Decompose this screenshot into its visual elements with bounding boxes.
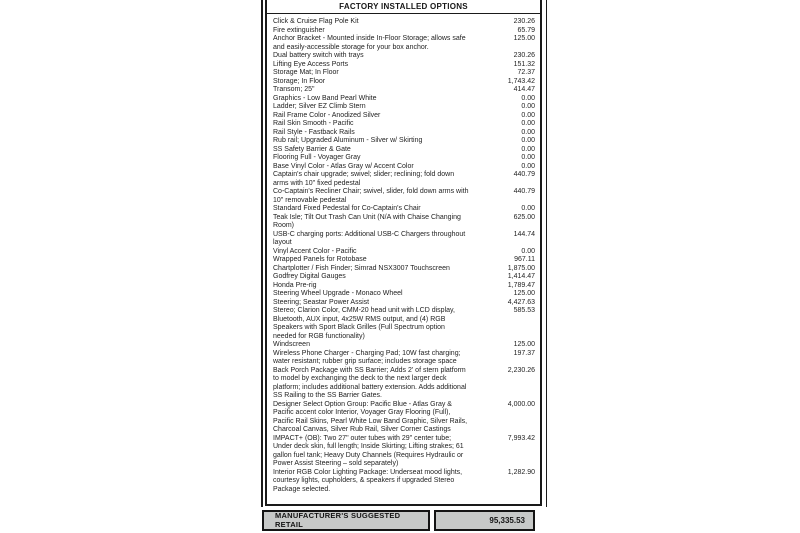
item-price: 0.00 — [521, 205, 535, 212]
item-label: Storage; In Floor — [273, 77, 326, 85]
table-row — [273, 171, 535, 188]
table-row — [273, 27, 535, 36]
table-row — [273, 137, 535, 146]
item-label: Teak Isle; Tilt Out Trash Can Unit (N/A with Chaise Changing Room) — [273, 213, 461, 229]
item-label: Honda Pre-rig — [273, 281, 317, 289]
table-row — [273, 265, 535, 274]
table-row — [273, 86, 535, 95]
table-row — [273, 350, 535, 367]
table-row — [273, 273, 535, 282]
item-price: 0.00 — [521, 247, 535, 255]
table-row — [273, 299, 535, 308]
table-row — [273, 52, 535, 61]
table-row — [273, 231, 535, 248]
item-price: 72.37 — [517, 69, 535, 76]
item-price: 0.00 — [521, 111, 535, 119]
item-price: 2,230.26 — [507, 366, 535, 374]
item-label: Vinyl Accent Color - Pacific — [273, 247, 357, 255]
item-label: Lifting Eye Access Ports — [273, 60, 349, 68]
item-label: Anchor Bracket - Mounted inside In-Floor Storage; allows safe and easily-accessible storage for your box anchor. — [273, 35, 466, 51]
table-row — [273, 129, 535, 138]
item-price: 4,427.63 — [507, 298, 535, 306]
item-label: Wireless Phone Charger - Charging Pad; 10W fast charging; water resistant; rubber grip surface; includes storage space — [273, 349, 461, 365]
item-price: 0.00 — [521, 137, 535, 144]
summary-value: 95,335.53 — [434, 510, 535, 531]
item-price: 440.79 — [513, 188, 535, 195]
item-label: Co-Captain's Recliner Chair; swivel, slider, fold down arms with 10" removable pedestal — [273, 188, 469, 204]
item-label: Wrapped Panels for Rotobase — [273, 256, 367, 263]
item-label: Back Porch Package with SS Barrier; Adds 2' of stern platform to model by exchanging the deck to the next larger deck platform; includes additional battery extension. Adds additional SS Railing to the SS Barrier Gates. — [273, 366, 467, 399]
item-price: 0.00 — [521, 145, 535, 153]
item-price: 125.00 — [513, 341, 535, 348]
item-price: 125.00 — [513, 290, 535, 297]
item-label: Base Vinyl Color - Atlas Gray w/ Accent Color — [273, 162, 414, 170]
table-row — [273, 341, 535, 350]
item-label: IMPACT+ (OB): Two 27" outer tubes with 29" center tube; Under deck skin, full length; Inside Skirting; Lifting strakes; 61 gallon fuel tank; Heavy Duty Channels (Requires Hydraulic or Power Assist Steering – sold separately) — [273, 434, 464, 467]
item-price: 7,993.42 — [507, 434, 535, 442]
item-label: Flooring Full - Voyager Gray — [273, 154, 361, 161]
table-row — [273, 435, 535, 469]
table-row — [273, 103, 535, 112]
item-label: Storage Mat; In Floor — [273, 69, 339, 76]
item-label: Graphics - Low Band Pearl White — [273, 94, 377, 102]
options-table — [265, 0, 542, 506]
item-label: Godfrey Digital Gauges — [273, 273, 346, 280]
item-label: Rail Skin Smooth - Pacific — [273, 120, 354, 127]
item-label: Rail Style - Fastback Rails — [273, 128, 355, 136]
item-price: 1,789.47 — [507, 281, 535, 289]
item-label: Stereo; Clarion Color, CMM-20 head unit with LCD display, Bluetooth, AUX input, 4x25W RMS output, and (4) RGB Speakers with Sport Black Grilles (Full Spectrum option needed for RGB functionality) — [273, 307, 455, 340]
item-price: 1,743.42 — [507, 77, 535, 85]
item-price: 1,282.90 — [507, 468, 535, 476]
item-label: Ladder; Silver EZ Climb Stern — [273, 103, 366, 110]
item-label: USB-C charging ports: Additional USB-C Chargers throughout layout — [273, 230, 466, 246]
item-price: 151.32 — [513, 60, 535, 68]
table-row — [273, 69, 535, 78]
item-label: Fire extinguisher — [273, 26, 325, 34]
item-label: Steering Wheel Upgrade - Monaco Wheel — [273, 290, 403, 297]
item-label: Designer Select Option Group: Pacific Blue - Atlas Gray & Pacific accent color Interior, Voyager Gray Flooring (Full), Pacific Rail Skins, Pearl White Low Band Graphic, Silver Rails, Charcoal Canvas, Silver Rub Rail, Silver Corner Castings — [273, 400, 468, 433]
table-row — [273, 61, 535, 70]
item-price: 0.00 — [521, 94, 535, 102]
item-price: 1,414.47 — [507, 273, 535, 280]
summary-row — [262, 510, 535, 531]
item-label: Rail Frame Color - Anodized Silver — [273, 111, 381, 119]
item-price: 440.79 — [513, 171, 535, 178]
table-title: FACTORY INSTALLED OPTIONS — [267, 0, 540, 14]
options-sheet — [261, 0, 547, 533]
table-row — [273, 78, 535, 87]
item-label: Transom; 25" — [273, 86, 315, 93]
table-row — [273, 154, 535, 163]
item-price: 0.00 — [521, 120, 535, 127]
item-label: Interior RGB Color Lighting Package: Underseat mood lights, courtesy lights, cupholders, & speakers if upgraded Stereo Package selected. — [273, 468, 463, 493]
table-row — [273, 120, 535, 129]
items-list — [267, 14, 540, 494]
item-price: 0.00 — [521, 162, 535, 170]
item-label: Steering; Seastar Power Assist — [273, 298, 370, 306]
table-row — [273, 290, 535, 299]
item-price: 65.79 — [517, 26, 535, 34]
item-price: 0.00 — [521, 103, 535, 110]
item-price: 414.47 — [513, 86, 535, 93]
item-price: 0.00 — [521, 128, 535, 136]
item-label: Chartplotter / Fish Finder; Simrad NSX3007 Touchscreen — [273, 264, 450, 272]
item-price: 4,000.00 — [507, 400, 535, 408]
item-price: 585.53 — [513, 307, 535, 314]
table-row — [273, 401, 535, 435]
table-row — [273, 35, 535, 52]
item-price: 144.74 — [513, 230, 535, 238]
summary-label: MANUFACTURER'S SUGGESTED RETAIL — [262, 510, 430, 531]
item-label: Click & Cruise Flag Pole Kit — [273, 18, 359, 25]
table-row — [273, 205, 535, 214]
item-price: 197.37 — [513, 349, 535, 357]
item-label: Dual battery switch with trays — [273, 52, 364, 59]
table-row — [273, 282, 535, 291]
item-label: Standard Fixed Pedestal for Co-Captain's Chair — [273, 205, 421, 212]
table-row — [273, 469, 535, 495]
table-row — [273, 112, 535, 121]
item-label: Rub rail; Upgraded Aluminum - Silver w/ Skirting — [273, 137, 423, 144]
table-row — [273, 307, 535, 341]
item-label: SS Safety Barrier & Gate — [273, 145, 351, 153]
table-row — [273, 18, 535, 27]
item-price: 625.00 — [513, 213, 535, 221]
table-row — [273, 214, 535, 231]
table-row — [273, 256, 535, 265]
table-row — [273, 188, 535, 205]
item-price: 967.11 — [514, 256, 535, 263]
item-label: Captain's chair upgrade; swivel; slider; reclining; fold down arms with 10" fixed pedestal — [273, 171, 455, 187]
table-row — [273, 248, 535, 257]
table-row — [273, 146, 535, 155]
item-price: 230.26 — [513, 52, 535, 59]
item-price: 1,875.00 — [507, 264, 535, 272]
item-price: 0.00 — [521, 154, 535, 161]
item-price: 230.26 — [513, 18, 535, 25]
item-price: 125.00 — [513, 35, 535, 42]
table-row — [273, 95, 535, 104]
item-label: Windscreen — [273, 341, 310, 348]
table-row — [273, 367, 535, 401]
table-row — [273, 163, 535, 172]
